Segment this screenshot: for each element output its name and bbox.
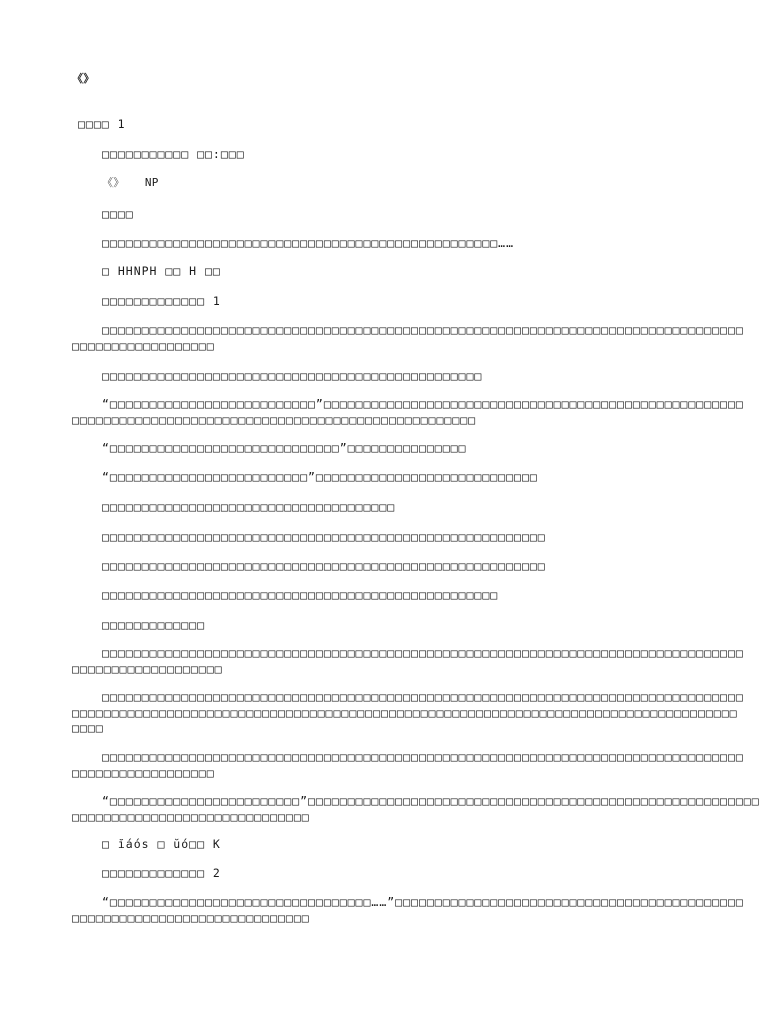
paragraph-line: □□□□□□□□□□□□□□□□□□□□□□□□□□□□□□□□□□□□□□□□□□□□□□□□□□□□□□□□□□□□□□□□□□□□□□□□□□□□□□□□□□□□ <box>72 706 738 720</box>
text-line: □□□□□□□□□□□□□□□□□□□□□□□□□□□□□□□□□□□□□□□□□□□□□□□□□□□□□□□□ <box>102 559 546 573</box>
paragraph-line: □□□□□□□□□□□□□□□□□□□□□□□□□□□□□□□□□□□□□□□□□□□□□□□□□□□□□□□□□□□□□□□□□□□□□□□□□□□□□□□□□ <box>102 750 744 764</box>
paragraph-line: □□□□□□□□□□□□□□□□□□□□□□□□□□□□□□□□□□□□□□□□□□□□□□□□□□□□□□□□□□□□□□□□□□□□□□□□□□□□□□□□□ <box>102 690 744 704</box>
paragraph-line: □□□□ <box>72 721 104 735</box>
section-title: □□□□□□□□□□□□□ 2 <box>102 866 221 880</box>
text-line: □□□□□□□□□□□ □□:□□□ <box>102 147 245 161</box>
paragraph-line: □□□□□□□□□□□□□□□□□□□□□□□□□□□□□□ <box>72 911 310 925</box>
text-line: □□□□□□□□□□□□□□□□□□□□□□□□□□□□□□□□□□□□□ <box>102 500 396 514</box>
text-line: □□□□□□□□□□□□□ 1 <box>102 294 221 308</box>
paragraph-line: “□□□□□□□□□□□□□□□□□□□□□□□□□□□□□□□□□……”□□□□□□□□□□□□□□□□□□□□□□□□□□□□□□□□□□□□□□□□□□□□ <box>102 895 744 909</box>
section-title: □□□□ 1 <box>78 117 126 131</box>
text-line: 《》 NP <box>102 176 159 189</box>
text-line: □□□□□□□□□□□□□□□□□□□□□□□□□□□□□□□□□□□□□□□□□□□□□□□□□□…… <box>102 236 515 250</box>
text-line: □□□□□□□□□□□□□□□□□□□□□□□□□□□□□□□□□□□□□□□□□□□□□□□□□□□□□□□□ <box>102 530 546 544</box>
paragraph-line: □□□□□□□□□□□□□□□□□□□ <box>72 662 223 676</box>
text-line: “□□□□□□□□□□□□□□□□□□□□□□□□□□□□□”□□□□□□□□□□□□□□□ <box>102 441 467 455</box>
text-line: □□□□□□□□□□□□□□□□□□□□□□□□□□□□□□□□□□□□□□□□□□□□□□□□ <box>102 369 483 383</box>
text-line: □ HHNPH □□ H □□ <box>102 264 221 278</box>
paragraph-line: □□□□□□□□□□□□□□□□□□ <box>72 766 215 780</box>
text-line: □□□□ <box>102 207 134 221</box>
paragraph-line: □□□□□□□□□□□□□□□□□□ <box>72 339 215 353</box>
text-line: □□□□□□□□□□□□□ <box>102 618 206 632</box>
text-line: □ ĭáós □ ŭó□□ K <box>102 837 221 851</box>
paragraph-line: □□□□□□□□□□□□□□□□□□□□□□□□□□□□□□ <box>72 810 310 824</box>
paragraph-line: □□□□□□□□□□□□□□□□□□□□□□□□□□□□□□□□□□□□□□□□□□□□□□□□□□□□□□□□□□□□□□□□□□□□□□□□□□□□□□□□□ <box>102 323 744 337</box>
top-mark: 《》 <box>72 72 95 85</box>
paragraph-line: □□□□□□□□□□□□□□□□□□□□□□□□□□□□□□□□□□□□□□□□□□□□□□□□□□□□□□□□□□□□□□□□□□□□□□□□□□□□□□□□□ <box>102 646 744 660</box>
text-line: “□□□□□□□□□□□□□□□□□□□□□□□□□”□□□□□□□□□□□□□□□□□□□□□□□□□□□□ <box>102 470 538 484</box>
text-line: □□□□□□□□□□□□□□□□□□□□□□□□□□□□□□□□□□□□□□□□□□□□□□□□□□ <box>102 588 499 602</box>
paragraph-line: “□□□□□□□□□□□□□□□□□□□□□□□□”□□□□□□□□□□□□□□□□□□□□□□□□□□□□□□□□□□□□□□□□□□□□□□□□□□□□□□□□□ <box>102 794 760 808</box>
paragraph-line: □□□□□□□□□□□□□□□□□□□□□□□□□□□□□□□□□□□□□□□□□□□□□□□□□□□ <box>72 413 477 427</box>
paragraph-line: “□□□□□□□□□□□□□□□□□□□□□□□□□□”□□□□□□□□□□□□□□□□□□□□□□□□□□□□□□□□□□□□□□□□□□□□□□□□□□□□□ <box>102 397 744 411</box>
